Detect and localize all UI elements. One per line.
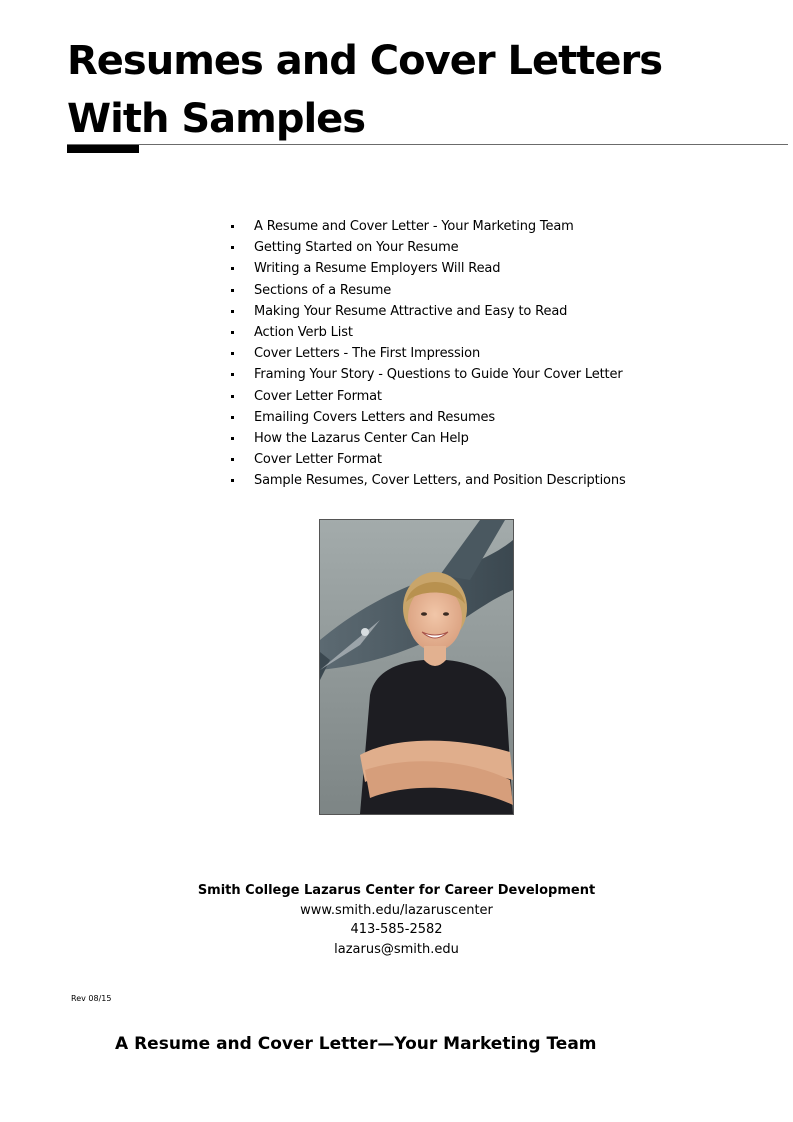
toc-item: Making Your Resume Attractive and Easy to Read bbox=[229, 301, 626, 322]
table-of-contents bbox=[229, 216, 626, 491]
toc-item: Writing a Resume Employers Will Read bbox=[229, 258, 626, 279]
title-accent-bar bbox=[67, 145, 139, 153]
section-heading: A Resume and Cover Letter—Your Marketing Team bbox=[115, 1034, 597, 1054]
website-link[interactable]: www.smith.edu/lazaruscenter bbox=[300, 902, 493, 918]
toc-item: Sample Resumes, Cover Letters, and Position Descriptions bbox=[229, 470, 626, 491]
toc-item: Sections of a Resume bbox=[229, 280, 626, 301]
title-divider bbox=[67, 144, 788, 145]
toc-item: A Resume and Cover Letter - Your Marketing Team bbox=[229, 216, 626, 237]
toc-item: Emailing Covers Letters and Resumes bbox=[229, 407, 626, 428]
toc-item: Action Verb List bbox=[229, 322, 626, 343]
toc-item: How the Lazarus Center Can Help bbox=[229, 428, 626, 449]
toc-item: Cover Letters - The First Impression bbox=[229, 343, 626, 364]
document-title-line-1: Resumes and Cover Letters bbox=[67, 38, 662, 84]
document-title-line-2: With Samples bbox=[67, 96, 366, 142]
phone-number: 413-585-2582 bbox=[350, 922, 443, 937]
email-link[interactable]: lazarus@smith.edu bbox=[334, 941, 459, 957]
toc-item: Framing Your Story - Questions to Guide Your Cover Letter bbox=[229, 364, 626, 385]
toc-item: Cover Letter Format bbox=[229, 386, 626, 407]
document-title bbox=[67, 32, 662, 148]
organization-name: Smith College Lazarus Center for Career Development bbox=[197, 883, 596, 898]
revision-date: Rev 08/15 bbox=[71, 994, 112, 1003]
student-photo bbox=[319, 519, 514, 815]
toc-item: Getting Started on Your Resume bbox=[229, 237, 626, 258]
contact-block bbox=[0, 881, 793, 959]
toc-item: Cover Letter Format bbox=[229, 449, 626, 470]
